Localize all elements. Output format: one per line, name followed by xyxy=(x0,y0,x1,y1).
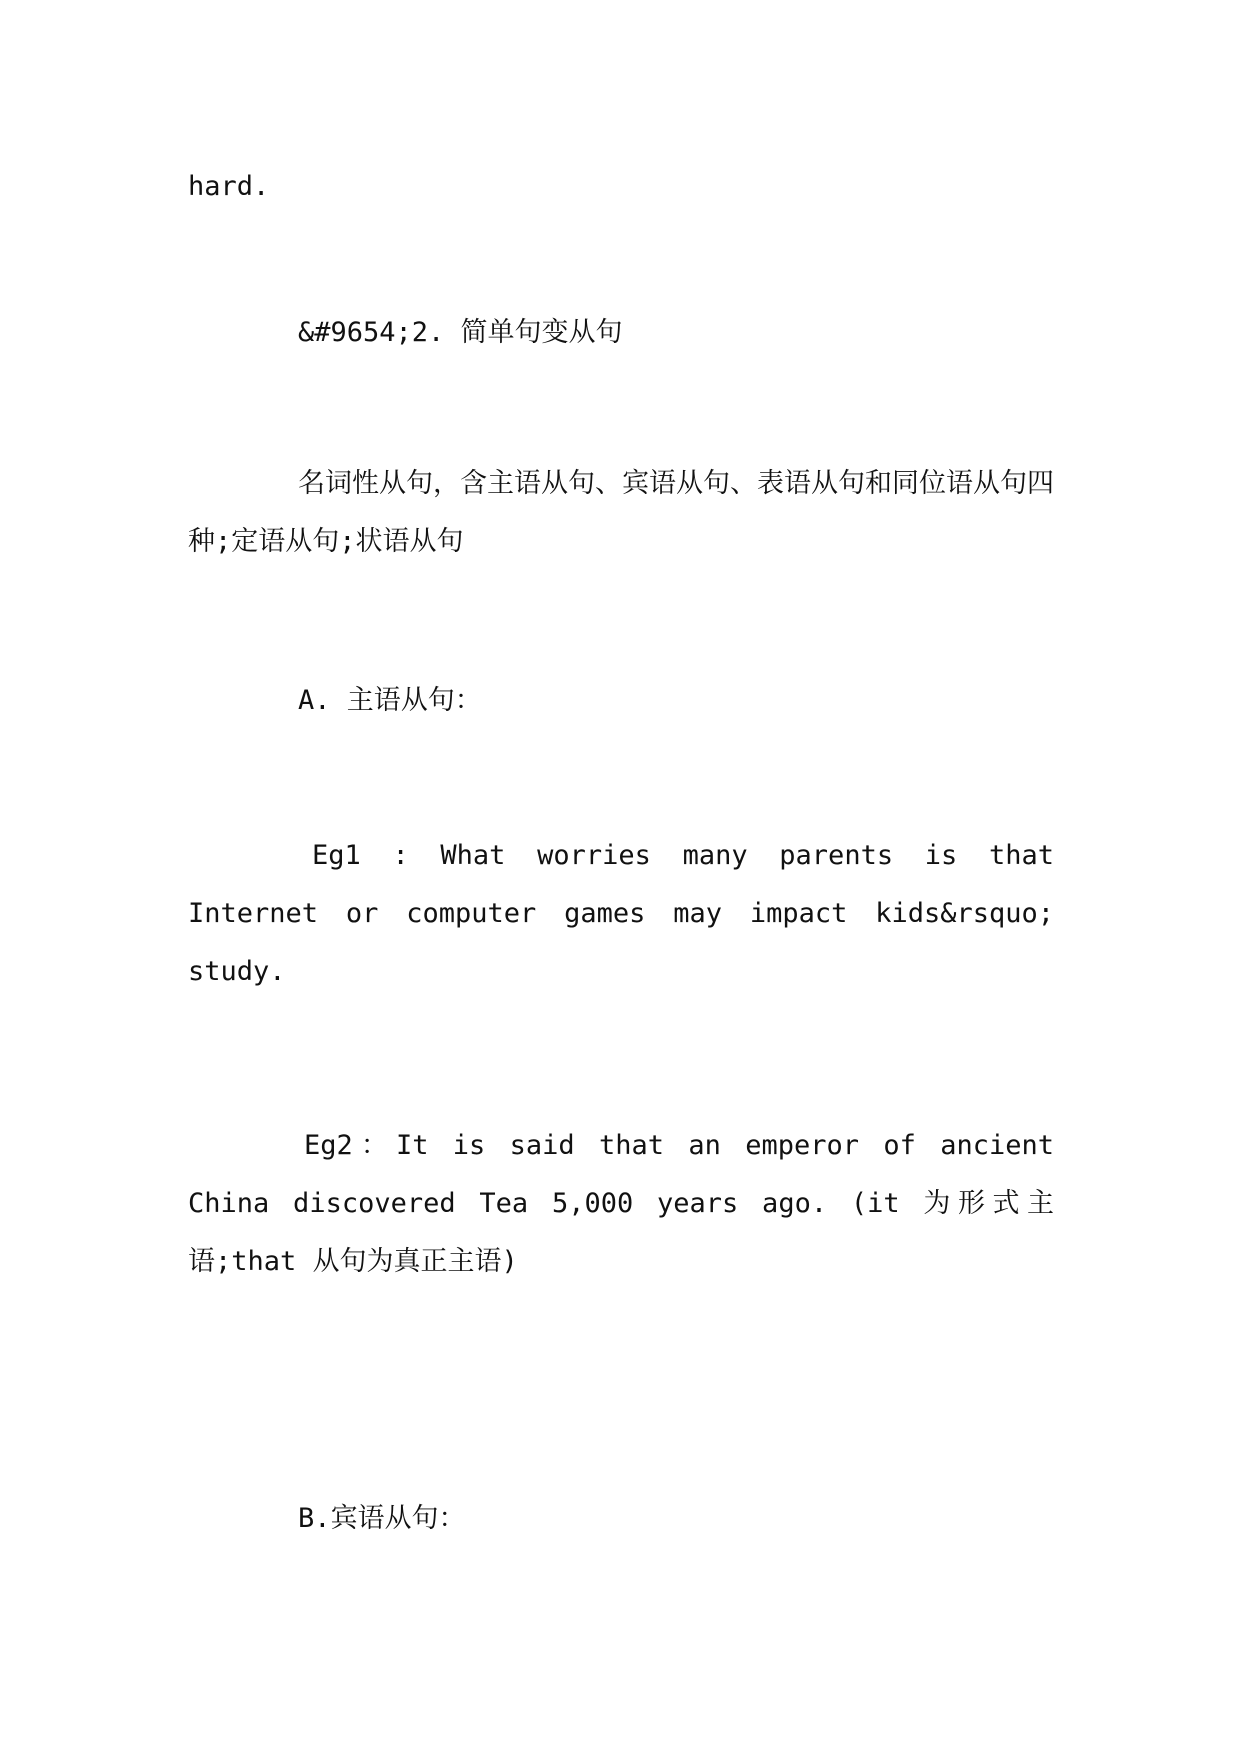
section-heading-simple-to-clause: &#9654;2. 简单句变从句 xyxy=(298,317,623,348)
subheading-subject-clause: A. 主语从句： xyxy=(298,685,482,716)
paragraph-continuation: hard. xyxy=(188,171,270,202)
paragraph-clause-types: 名词性从句，含主语从句、宾语从句、表语从句和同位语从句四种;定语从句;状语从句 xyxy=(188,468,1054,557)
example-eg2: Eg2：It is said that an emperor of ancient China discovered Tea 5,000 years ago. (it 为形式主语;that 从句为真正主语) xyxy=(188,1130,1054,1277)
subheading-object-clause: B.宾语从句： xyxy=(298,1503,466,1534)
example-eg1: Eg1 : What worries many parents is that Internet or computer games may impact kids&rsquo; study. xyxy=(188,840,1054,987)
